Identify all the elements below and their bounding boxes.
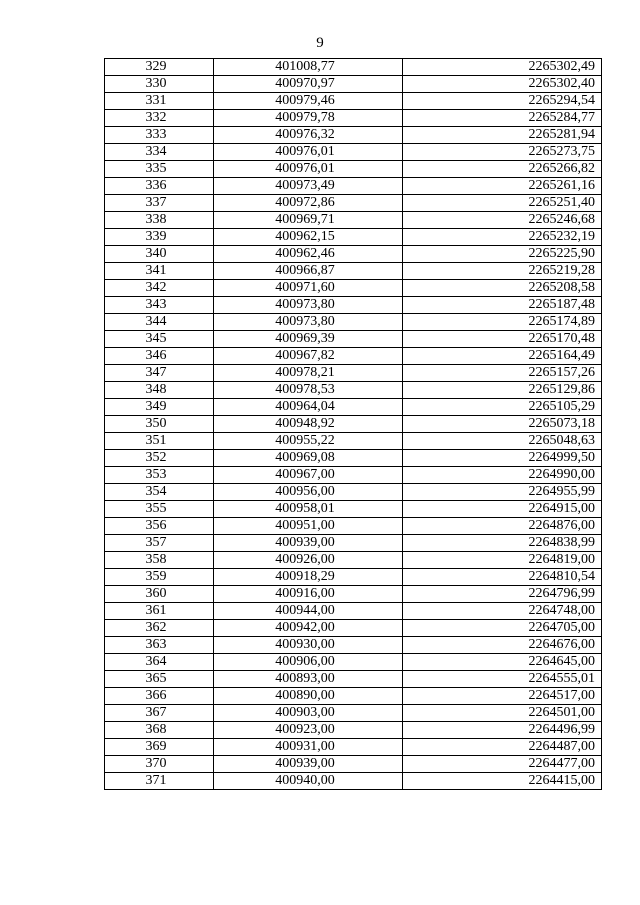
y-coordinate-cell: 2264796,99 xyxy=(403,586,602,603)
y-coordinate-cell: 2265273,75 xyxy=(403,144,602,161)
point-number-cell: 335 xyxy=(105,161,214,178)
y-coordinate-cell: 2264477,00 xyxy=(403,756,602,773)
x-coordinate-cell: 400969,39 xyxy=(214,331,403,348)
x-coordinate-cell: 400944,00 xyxy=(214,603,403,620)
point-number-cell: 329 xyxy=(105,59,214,76)
y-coordinate-cell: 2264999,50 xyxy=(403,450,602,467)
y-coordinate-cell: 2264819,00 xyxy=(403,552,602,569)
table-row xyxy=(105,739,602,756)
y-coordinate-cell: 2265170,48 xyxy=(403,331,602,348)
y-coordinate-cell: 2264838,99 xyxy=(403,535,602,552)
table-row xyxy=(105,569,602,586)
point-number-cell: 364 xyxy=(105,654,214,671)
x-coordinate-cell: 400931,00 xyxy=(214,739,403,756)
y-coordinate-cell: 2265157,26 xyxy=(403,365,602,382)
y-coordinate-cell: 2265261,16 xyxy=(403,178,602,195)
table-row xyxy=(105,127,602,144)
point-number-cell: 368 xyxy=(105,722,214,739)
y-coordinate-cell: 2265225,90 xyxy=(403,246,602,263)
point-number-cell: 332 xyxy=(105,110,214,127)
point-number-cell: 330 xyxy=(105,76,214,93)
table-row xyxy=(105,365,602,382)
y-coordinate-cell: 2265302,40 xyxy=(403,76,602,93)
point-number-cell: 336 xyxy=(105,178,214,195)
y-coordinate-cell: 2264517,00 xyxy=(403,688,602,705)
x-coordinate-cell: 400979,78 xyxy=(214,110,403,127)
point-number-cell: 334 xyxy=(105,144,214,161)
point-number-cell: 331 xyxy=(105,93,214,110)
x-coordinate-cell: 400973,49 xyxy=(214,178,403,195)
x-coordinate-cell: 400971,60 xyxy=(214,280,403,297)
point-number-cell: 344 xyxy=(105,314,214,331)
y-coordinate-cell: 2264748,00 xyxy=(403,603,602,620)
table-row xyxy=(105,348,602,365)
table-row xyxy=(105,93,602,110)
table-row xyxy=(105,467,602,484)
point-number-cell: 367 xyxy=(105,705,214,722)
table-row xyxy=(105,263,602,280)
point-number-cell: 370 xyxy=(105,756,214,773)
point-number-cell: 338 xyxy=(105,212,214,229)
table-row xyxy=(105,450,602,467)
table-row xyxy=(105,399,602,416)
point-number-cell: 347 xyxy=(105,365,214,382)
table-row xyxy=(105,552,602,569)
point-number-cell: 354 xyxy=(105,484,214,501)
point-number-cell: 337 xyxy=(105,195,214,212)
x-coordinate-cell: 400926,00 xyxy=(214,552,403,569)
table-row xyxy=(105,433,602,450)
x-coordinate-cell: 400969,71 xyxy=(214,212,403,229)
y-coordinate-cell: 2264990,00 xyxy=(403,467,602,484)
point-number-cell: 358 xyxy=(105,552,214,569)
point-number-cell: 342 xyxy=(105,280,214,297)
y-coordinate-cell: 2264496,99 xyxy=(403,722,602,739)
table-row xyxy=(105,161,602,178)
x-coordinate-cell: 400942,00 xyxy=(214,620,403,637)
table-row xyxy=(105,722,602,739)
point-number-cell: 343 xyxy=(105,297,214,314)
y-coordinate-cell: 2264705,00 xyxy=(403,620,602,637)
point-number-cell: 341 xyxy=(105,263,214,280)
y-coordinate-cell: 2264876,00 xyxy=(403,518,602,535)
x-coordinate-cell: 400893,00 xyxy=(214,671,403,688)
y-coordinate-cell: 2264915,00 xyxy=(403,501,602,518)
y-coordinate-cell: 2265251,40 xyxy=(403,195,602,212)
table-row xyxy=(105,773,602,790)
point-number-cell: 356 xyxy=(105,518,214,535)
x-coordinate-cell: 400916,00 xyxy=(214,586,403,603)
table-row xyxy=(105,586,602,603)
table-row xyxy=(105,178,602,195)
table-row xyxy=(105,76,602,93)
y-coordinate-cell: 2265246,68 xyxy=(403,212,602,229)
point-number-cell: 352 xyxy=(105,450,214,467)
x-coordinate-cell: 400940,00 xyxy=(214,773,403,790)
y-coordinate-cell: 2265266,82 xyxy=(403,161,602,178)
table-row xyxy=(105,314,602,331)
table-row xyxy=(105,518,602,535)
table-row xyxy=(105,756,602,773)
x-coordinate-cell: 400939,00 xyxy=(214,756,403,773)
x-coordinate-cell: 400951,00 xyxy=(214,518,403,535)
table-row xyxy=(105,603,602,620)
x-coordinate-cell: 400969,08 xyxy=(214,450,403,467)
coordinates-table xyxy=(104,58,602,790)
table-row xyxy=(105,212,602,229)
table-row xyxy=(105,229,602,246)
table-row xyxy=(105,535,602,552)
table-row xyxy=(105,688,602,705)
x-coordinate-cell: 400978,53 xyxy=(214,382,403,399)
y-coordinate-cell: 2265048,63 xyxy=(403,433,602,450)
point-number-cell: 363 xyxy=(105,637,214,654)
table-row xyxy=(105,637,602,654)
x-coordinate-cell: 400972,86 xyxy=(214,195,403,212)
y-coordinate-cell: 2265284,77 xyxy=(403,110,602,127)
table-row xyxy=(105,654,602,671)
y-coordinate-cell: 2265073,18 xyxy=(403,416,602,433)
y-coordinate-cell: 2264810,54 xyxy=(403,569,602,586)
x-coordinate-cell: 401008,77 xyxy=(214,59,403,76)
point-number-cell: 359 xyxy=(105,569,214,586)
y-coordinate-cell: 2265174,89 xyxy=(403,314,602,331)
table-row xyxy=(105,620,602,637)
x-coordinate-cell: 400958,01 xyxy=(214,501,403,518)
x-coordinate-cell: 400918,29 xyxy=(214,569,403,586)
y-coordinate-cell: 2264487,00 xyxy=(403,739,602,756)
y-coordinate-cell: 2265232,19 xyxy=(403,229,602,246)
point-number-cell: 346 xyxy=(105,348,214,365)
y-coordinate-cell: 2265302,49 xyxy=(403,59,602,76)
y-coordinate-cell: 2265129,86 xyxy=(403,382,602,399)
x-coordinate-cell: 400930,00 xyxy=(214,637,403,654)
x-coordinate-cell: 400906,00 xyxy=(214,654,403,671)
table-row xyxy=(105,246,602,263)
y-coordinate-cell: 2264676,00 xyxy=(403,637,602,654)
y-coordinate-cell: 2265105,29 xyxy=(403,399,602,416)
x-coordinate-cell: 400955,22 xyxy=(214,433,403,450)
y-coordinate-cell: 2264415,00 xyxy=(403,773,602,790)
point-number-cell: 366 xyxy=(105,688,214,705)
x-coordinate-cell: 400923,00 xyxy=(214,722,403,739)
x-coordinate-cell: 400978,21 xyxy=(214,365,403,382)
point-number-cell: 357 xyxy=(105,535,214,552)
point-number-cell: 349 xyxy=(105,399,214,416)
x-coordinate-cell: 400973,80 xyxy=(214,297,403,314)
table-row xyxy=(105,331,602,348)
x-coordinate-cell: 400976,01 xyxy=(214,144,403,161)
table-row xyxy=(105,110,602,127)
y-coordinate-cell: 2265164,49 xyxy=(403,348,602,365)
point-number-cell: 333 xyxy=(105,127,214,144)
point-number-cell: 345 xyxy=(105,331,214,348)
point-number-cell: 351 xyxy=(105,433,214,450)
coordinates-table-body xyxy=(105,59,602,790)
y-coordinate-cell: 2264645,00 xyxy=(403,654,602,671)
point-number-cell: 362 xyxy=(105,620,214,637)
x-coordinate-cell: 400976,32 xyxy=(214,127,403,144)
x-coordinate-cell: 400976,01 xyxy=(214,161,403,178)
x-coordinate-cell: 400967,00 xyxy=(214,467,403,484)
table-row xyxy=(105,501,602,518)
point-number-cell: 339 xyxy=(105,229,214,246)
point-number-cell: 340 xyxy=(105,246,214,263)
table-row xyxy=(105,297,602,314)
x-coordinate-cell: 400964,04 xyxy=(214,399,403,416)
x-coordinate-cell: 400956,00 xyxy=(214,484,403,501)
x-coordinate-cell: 400903,00 xyxy=(214,705,403,722)
table-row xyxy=(105,484,602,501)
x-coordinate-cell: 400967,82 xyxy=(214,348,403,365)
x-coordinate-cell: 400948,92 xyxy=(214,416,403,433)
point-number-cell: 365 xyxy=(105,671,214,688)
table-row xyxy=(105,59,602,76)
y-coordinate-cell: 2264955,99 xyxy=(403,484,602,501)
y-coordinate-cell: 2265187,48 xyxy=(403,297,602,314)
y-coordinate-cell: 2265281,94 xyxy=(403,127,602,144)
page-number: 9 xyxy=(316,35,324,51)
x-coordinate-cell: 400890,00 xyxy=(214,688,403,705)
table-row xyxy=(105,382,602,399)
y-coordinate-cell: 2264555,01 xyxy=(403,671,602,688)
table-row xyxy=(105,671,602,688)
point-number-cell: 353 xyxy=(105,467,214,484)
point-number-cell: 355 xyxy=(105,501,214,518)
x-coordinate-cell: 400939,00 xyxy=(214,535,403,552)
y-coordinate-cell: 2265208,58 xyxy=(403,280,602,297)
point-number-cell: 350 xyxy=(105,416,214,433)
y-coordinate-cell: 2265219,28 xyxy=(403,263,602,280)
x-coordinate-cell: 400962,15 xyxy=(214,229,403,246)
x-coordinate-cell: 400962,46 xyxy=(214,246,403,263)
point-number-cell: 348 xyxy=(105,382,214,399)
table-row xyxy=(105,144,602,161)
y-coordinate-cell: 2265294,54 xyxy=(403,93,602,110)
table-row xyxy=(105,195,602,212)
point-number-cell: 369 xyxy=(105,739,214,756)
x-coordinate-cell: 400973,80 xyxy=(214,314,403,331)
table-row xyxy=(105,705,602,722)
table-row xyxy=(105,416,602,433)
x-coordinate-cell: 400979,46 xyxy=(214,93,403,110)
point-number-cell: 360 xyxy=(105,586,214,603)
x-coordinate-cell: 400966,87 xyxy=(214,263,403,280)
table-row xyxy=(105,280,602,297)
point-number-cell: 371 xyxy=(105,773,214,790)
y-coordinate-cell: 2264501,00 xyxy=(403,705,602,722)
point-number-cell: 361 xyxy=(105,603,214,620)
x-coordinate-cell: 400970,97 xyxy=(214,76,403,93)
